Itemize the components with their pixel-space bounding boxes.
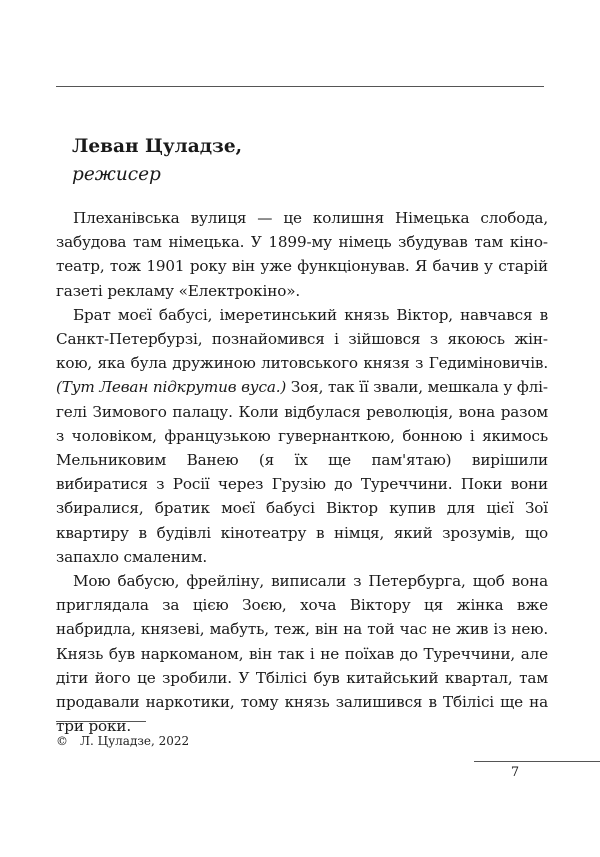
page-number: 7	[510, 765, 520, 780]
body-text	[56, 206, 548, 738]
paragraph-3-text: Мою бабусю, фрейліну, виписали з Петербурга, щоб вона приглядала за цією Зоєю, хоча Віктору ця жінка вже набридла, князеві, мабуть, теж, він на той час не жив із нею. Князь був наркоманом, він так і не поїхав до Туреччини, але діти його це зробили. У Тбілісі був китайський квартал, там продавали наркотики, тому князь залишився в Тбілісі ще на три роки.	[56, 572, 548, 736]
copyright-text: Л. Цуладзе, 2022	[80, 734, 190, 748]
paragraph-2-rest: Зоя, так її звали, мешкала у флігелі Зимового палацу. Коли відбулася революція, вона разом з чоловіком, французькою гувернанткою, бонною і якимось Мельниковим Ванею (я їх ще пам'ятаю) вирішили вибиратися з Росії через Грузію до Туреччини. Поки вони збиралися, братик моєї бабусі Віктор купив для цієї Зої квартиру в будівлі кінотеатру в німця, який зрозумів, що запахло смаленим.	[56, 378, 548, 566]
copyright-footnote	[56, 732, 189, 750]
author-role: режисер	[72, 164, 161, 185]
header-rule	[56, 86, 544, 87]
paragraph-3	[56, 569, 548, 738]
author-block	[72, 133, 532, 189]
page-number-rule	[474, 761, 600, 762]
paragraph-2	[56, 303, 548, 569]
paragraph-1	[56, 206, 548, 303]
paragraph-2-text: Брат моєї бабусі, імеретинський князь Віктор, навчався в Санкт-Петербурзі, познайомився і зійшовся з якоюсь жінкою, яка була дружиною литовського князя з Гедиміновичів.	[56, 305, 548, 373]
footnote-rule	[56, 721, 146, 722]
paragraph-1-text: Плеханівська вулиця — це колишня Німецька слобода, забудова там німецька. У 1899-му німець збудував там кінотеатр, тож 1901 року він уже функціонував. Я бачив у старій газеті рекламу «Електрокіно».	[56, 209, 548, 300]
copyright-symbol: ©	[56, 734, 68, 748]
paragraph-2-aside: (Тут Леван підкрутив вуса.)	[56, 378, 287, 397]
author-name: Леван Цуладзе,	[72, 136, 243, 157]
